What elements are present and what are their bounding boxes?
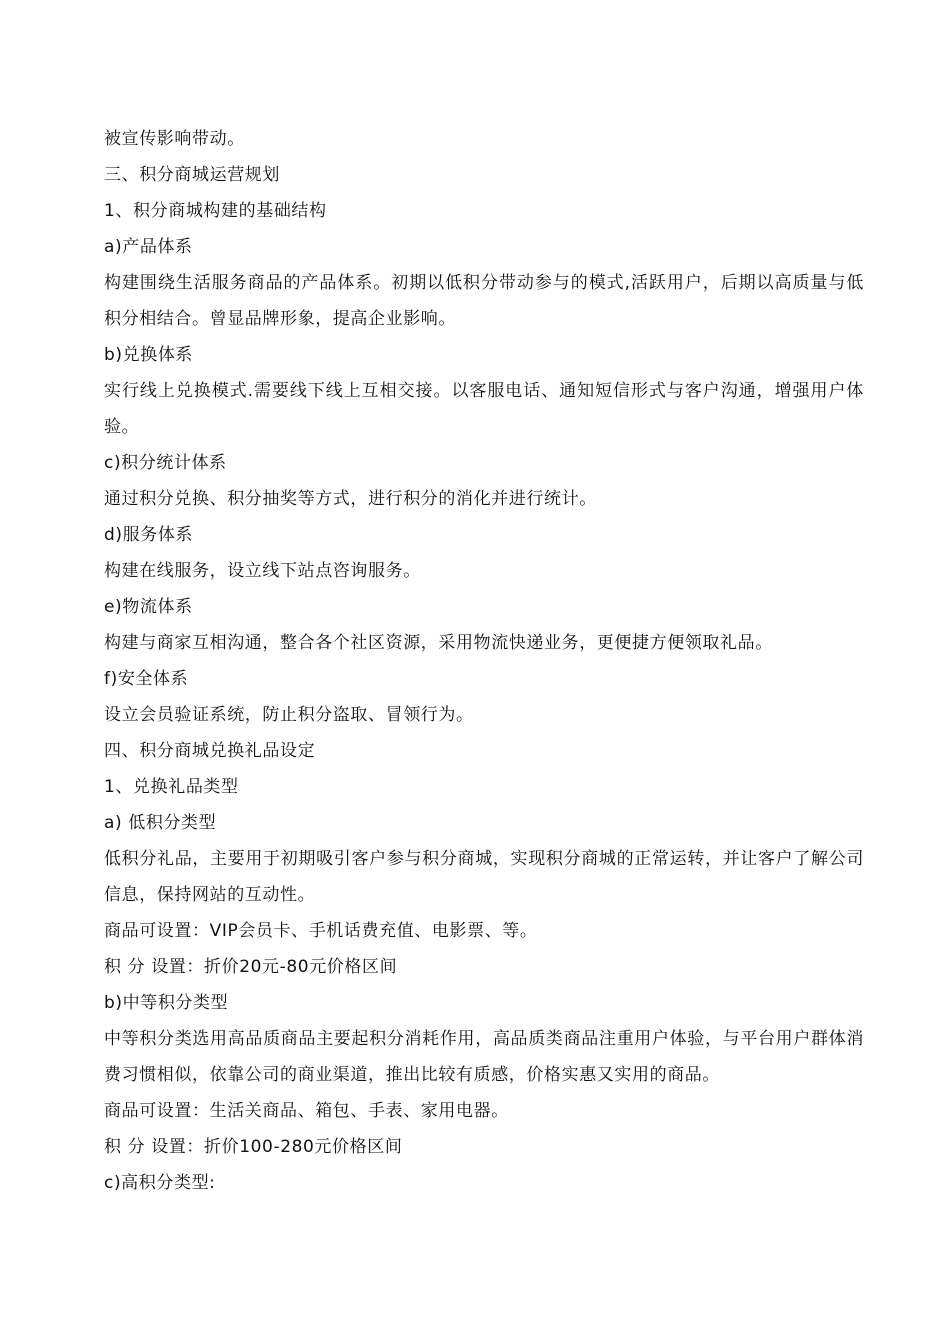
section-heading: 三、积分商城运营规划 <box>104 165 280 185</box>
text-line: 构建在线服务，设立线下站点咨询服务。 <box>104 561 421 581</box>
item-heading: d)服务体系 <box>104 525 194 545</box>
text-line: 商品可设置：生活关商品、箱包、手表、家用电器。 <box>104 1101 509 1121</box>
item-heading: f)安全体系 <box>104 669 189 689</box>
paragraph: 低积分礼品，主要用于初期吸引客户参与积分商城，实现积分商城的正常运转，并让客户了解公司信息，保持网站的互动性。 <box>104 849 864 905</box>
item-heading: c)积分统计体系 <box>104 453 227 473</box>
document-body <box>104 121 864 1201</box>
text-line: 通过积分兑换、积分抽奖等方式，进行积分的消化并进行统计。 <box>104 489 597 509</box>
subsection-heading: 1、积分商城构建的基础结构 <box>104 201 327 221</box>
text-line: 商品可设置：VIP会员卡、手机话费充值、电影票、等。 <box>104 921 538 941</box>
subsection-heading: 1、兑换礼品类型 <box>104 777 239 797</box>
item-heading: c)高积分类型: <box>104 1173 216 1193</box>
text-line: 积 分 设置：折价20元-80元价格区间 <box>104 957 398 977</box>
paragraph: 构建围绕生活服务商品的产品体系。初期以低积分带动参与的模式,活跃用户，后期以高质量与低积分相结合。曾显品牌形象，提高企业影响。 <box>104 273 864 329</box>
item-heading: a) 低积分类型 <box>104 813 217 833</box>
text-line: 积 分 设置：折价100-280元价格区间 <box>104 1137 403 1157</box>
paragraph: 实行线上兑换模式.需要线下线上互相交接。以客服电话、通知短信形式与客户沟通，增强用户体验。 <box>104 381 864 437</box>
text-line: 构建与商家互相沟通，整合各个社区资源，采用物流快递业务，更便捷方便领取礼品。 <box>104 633 773 653</box>
item-heading: b)中等积分类型 <box>104 993 229 1013</box>
text-line: 被宣传影响带动。 <box>104 129 245 149</box>
section-heading: 四、积分商城兑换礼品设定 <box>104 741 316 761</box>
item-heading: b)兑换体系 <box>104 345 194 365</box>
item-heading: e)物流体系 <box>104 597 193 617</box>
text-line: 设立会员验证系统，防止积分盗取、冒领行为。 <box>104 705 474 725</box>
paragraph: 中等积分类选用高品质商品主要起积分消耗作用，高品质类商品注重用户体验，与平台用户群体消费习惯相似，依靠公司的商业渠道，推出比较有质感，价格实惠又实用的商品。 <box>104 1029 864 1085</box>
item-heading: a)产品体系 <box>104 237 193 257</box>
